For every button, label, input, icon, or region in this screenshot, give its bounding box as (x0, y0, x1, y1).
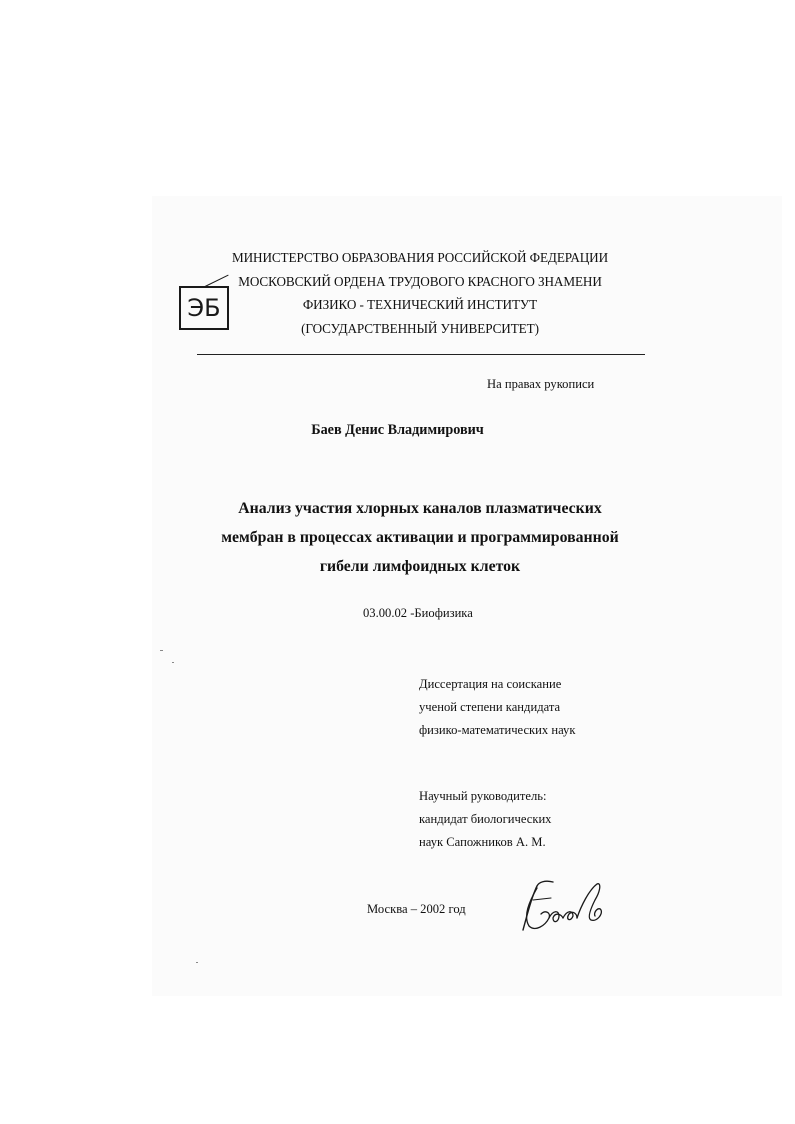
city-and-year: Москва – 2002 год (367, 902, 466, 916)
library-stamp: ЭБ (179, 286, 229, 330)
header-line-order: МОСКОВСКИЙ ОРДЕНА ТРУДОВОГО КРАСНОГО ЗНАМЕНИ (238, 273, 602, 289)
header-line-university: (ГОСУДАРСТВЕННЫЙ УНИВЕРСИТЕТ) (301, 320, 539, 336)
title-line-2: мембран в процессах активации и программированной (221, 529, 619, 546)
supervisor-block (419, 785, 551, 854)
title-line-1: Анализ участия хлорных каналов плазматических (238, 500, 602, 517)
scan-speck (172, 662, 174, 663)
institution-header (180, 246, 660, 340)
dissertation-title (175, 494, 665, 581)
scan-speck (196, 962, 198, 963)
header-line-ministry: МИНИСТЕРСТВО ОБРАЗОВАНИЯ РОССИЙСКОЙ ФЕДЕРАЦИИ (231, 250, 609, 265)
header-line-institute: ФИЗИКО - ТЕХНИЧЕСКИЙ ИНСТИТУТ (302, 297, 538, 312)
handwritten-signature (515, 876, 615, 934)
header-divider (197, 354, 645, 355)
degree-line-3: физико-математических наук (419, 723, 576, 737)
scan-speck (160, 650, 163, 651)
supervisor-line-2: кандидат биологических (419, 812, 552, 826)
supervisor-line-3: наук Сапожников А. М. (419, 835, 546, 849)
degree-line-1: Диссертация на соискание (419, 677, 562, 691)
rights-note: На правах рукописи (487, 377, 595, 391)
specialty-code: 03.00.02 -Биофизика (363, 606, 473, 620)
supervisor-line-1: Научный руководитель: (419, 789, 547, 803)
dissertation-degree-block (419, 673, 575, 742)
degree-line-2: ученой степени кандидата (419, 700, 561, 714)
author-name: Баев Денис Владимирович (311, 422, 484, 438)
title-line-3: гибели лимфоидных клеток (319, 558, 521, 575)
